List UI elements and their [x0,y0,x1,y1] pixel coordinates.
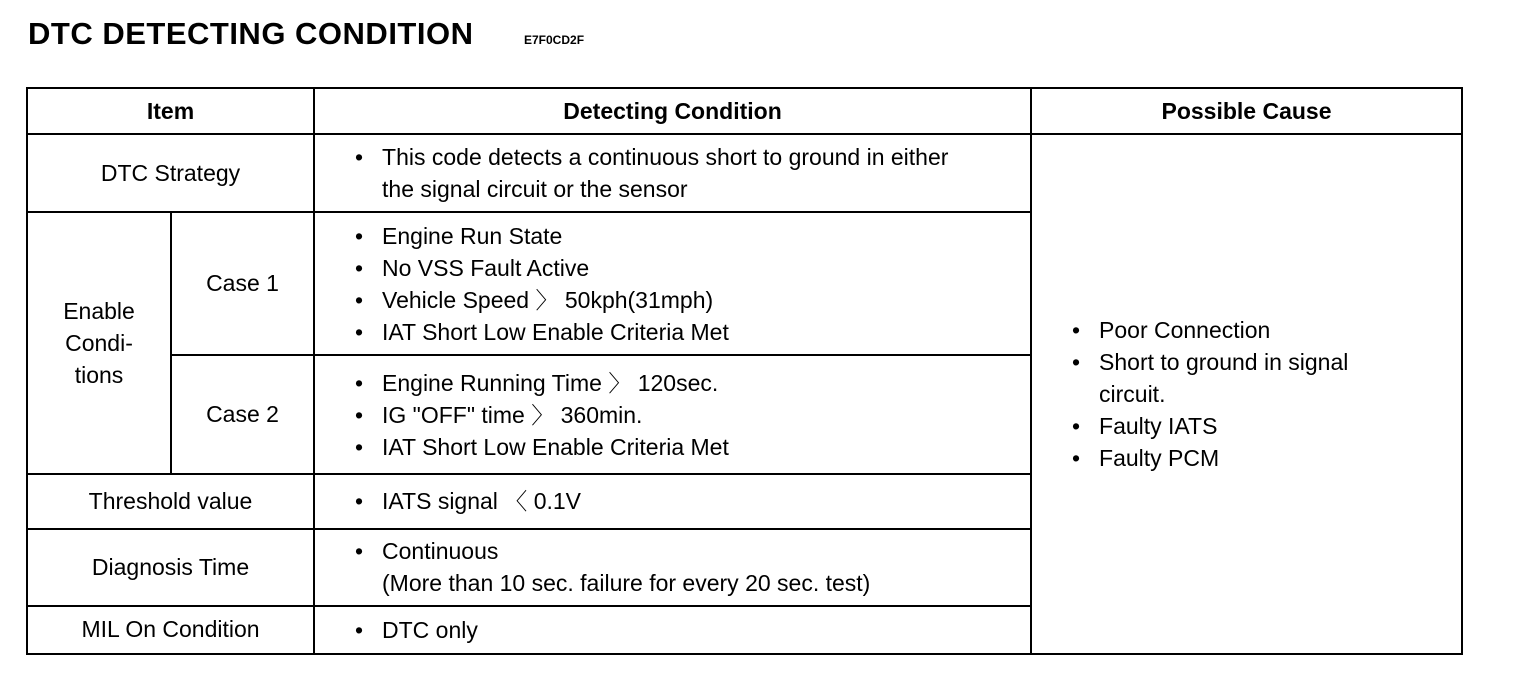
condition-item: • Vehicle Speed 〉 50kph(31mph) [355,284,1030,316]
cause-item: • Faulty IATS [1072,410,1461,442]
condition-item: • DTC only [355,614,1030,646]
enable-label-line: Enable [63,298,135,325]
item-diagnosis-time: Diagnosis Time [27,529,314,606]
item-dtc-strategy: DTC Strategy [27,134,314,212]
header-possible-cause: Possible Cause [1031,88,1462,134]
possible-cause-cell [1031,134,1462,654]
condition-item: • IG "OFF" time 〉 360min. [355,399,1030,431]
cause-item: • Faulty PCM [1072,442,1461,474]
condition-item: • This code detects a continuous short to ground in either the signal circuit or the sensor [355,141,972,205]
case-1-label: Case 1 [171,212,314,355]
condition-item: • Engine Running Time 〉 120sec. [355,367,1030,399]
table-header-row [27,88,1462,134]
header-detecting-condition: Detecting Condition [314,88,1031,134]
diagnosis-time-conditions [314,529,1031,606]
condition-line: (More than 10 sec. failure for every 20 sec. test) [382,570,871,597]
condition-item: • No VSS Fault Active [355,252,1030,284]
dtc-strategy-conditions [314,134,1031,212]
header-item: Item [27,88,314,134]
table-row [27,134,1462,212]
cause-item: • Poor Connection [1072,314,1461,346]
enable-label-line: tions [74,362,124,389]
condition-line: • Continuous [382,538,499,565]
condition-item: • IAT Short Low Enable Criteria Met [355,316,1030,348]
case-2-label: Case 2 [171,355,314,474]
item-mil-on-condition: MIL On Condition [27,606,314,654]
item-enable-conditions [27,212,171,474]
mil-conditions [314,606,1031,654]
condition-item: • IATS signal 〈 0.1V [355,485,1030,517]
condition-item [355,535,1030,599]
dtc-condition-table [26,87,1463,655]
enable-label-line: Condi- [65,330,133,357]
case-2-conditions [314,355,1031,474]
threshold-conditions [314,474,1031,528]
case-1-conditions [314,212,1031,355]
cause-item: • Short to ground in signal circuit. [1072,346,1419,410]
document-code: E7F0CD2F [524,33,585,47]
page-title: DTC DETECTING CONDITION [28,16,474,51]
condition-item: • Engine Run State [355,220,1030,252]
condition-item: • IAT Short Low Enable Criteria Met [355,431,1030,463]
item-threshold: Threshold value [27,474,314,528]
